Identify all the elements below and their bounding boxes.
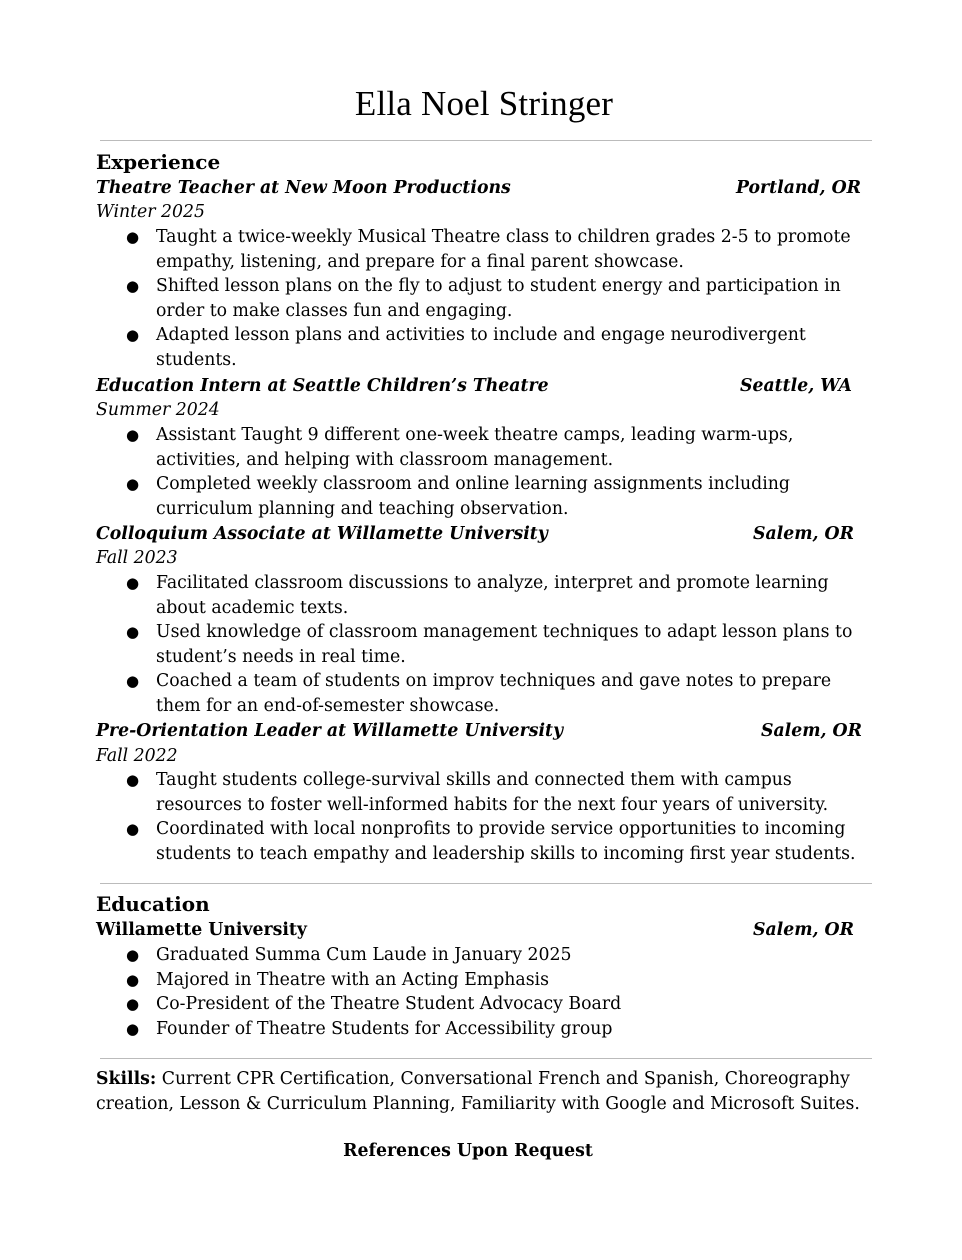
bullet-icon: ● xyxy=(126,574,140,592)
bullet-icon: ● xyxy=(126,623,140,642)
bullet-text: Co-President of the Theatre Student Advocacy Board xyxy=(156,994,622,1015)
bullet-text: Coached a team of students on improv techniques and gave notes to prepare them for an end-of-semester showcase. xyxy=(156,671,832,716)
job-date: Fall 2022 xyxy=(96,746,178,766)
job-title: Theatre Teacher at New Moon Productions xyxy=(96,178,511,198)
bullet-text: Used knowledge of classroom management techniques to adapt lesson plans to student’s needs in real time. xyxy=(156,622,853,667)
bullet-text: Taught a twice-weekly Musical Theatre class to children grades 2-5 to promote empathy, listening, and prepare for a final parent showcase. xyxy=(156,227,851,272)
bullet-text: Founder of Theatre Students for Accessibility group xyxy=(156,1018,613,1039)
job-title: Education Intern at Seattle Children’s Theatre xyxy=(96,376,549,396)
bullet-icon: ● xyxy=(126,326,140,345)
job-date: Fall 2023 xyxy=(96,548,178,568)
divider xyxy=(100,140,872,141)
bullet-text: Coordinated with local nonprofits to provide service opportunities to incoming students to teach empathy and leadership skills to incoming first year students. xyxy=(156,819,856,864)
job-location: Salem, OR xyxy=(761,721,862,741)
job-bullets xyxy=(96,423,872,521)
divider xyxy=(100,883,872,884)
resume-name: Ella Noel Stringer xyxy=(354,84,614,123)
bullet-text: Graduated Summa Cum Laude in January 2025 xyxy=(156,945,572,965)
bullet-icon: ● xyxy=(126,228,140,246)
list-item xyxy=(96,620,872,669)
list-item xyxy=(96,472,872,521)
bullet-text: Taught students college-survival skills and connected them with campus resources to foster well-informed habits for the next four years of university. xyxy=(156,770,829,815)
job-location: Salem, OR xyxy=(753,524,854,544)
bullet-text: Adapted lesson plans and activities to include and engage neurodivergent students. xyxy=(156,325,806,370)
job-location: Portland, OR xyxy=(736,178,862,198)
bullet-icon: ● xyxy=(126,426,140,444)
job-bullets xyxy=(96,768,872,866)
skills-section xyxy=(96,1067,876,1117)
job-location: Seattle, WA xyxy=(740,376,852,396)
list-item xyxy=(96,992,872,1017)
bullet-icon: ● xyxy=(126,946,140,964)
list-item xyxy=(96,669,872,718)
divider xyxy=(100,1058,872,1059)
bullet-text: Majored in Theatre with an Acting Emphasis xyxy=(156,969,549,990)
school-name: Willamette University xyxy=(96,920,307,940)
school-location: Salem, OR xyxy=(753,920,854,940)
job-date: Winter 2025 xyxy=(96,202,206,222)
bullet-icon: ● xyxy=(126,475,140,494)
bullet-text: Completed weekly classroom and online learning assignments including curriculum planning and teaching observation. xyxy=(156,474,790,519)
education-heading: Education xyxy=(96,892,210,916)
list-item xyxy=(96,817,872,866)
job-title: Colloquium Associate at Willamette University xyxy=(96,524,548,544)
bullet-icon: ● xyxy=(126,277,140,296)
bullet-text: Assistant Taught 9 different one-week theatre camps, leading warm-ups, activities, and helping with classroom management. xyxy=(156,425,794,470)
job-bullets xyxy=(96,571,872,719)
list-item xyxy=(96,968,872,993)
references-note: References Upon Request xyxy=(343,1141,593,1161)
job-date: Summer 2024 xyxy=(96,400,220,420)
bullet-icon: ● xyxy=(126,771,140,789)
skills-label: Skills: xyxy=(96,1069,157,1089)
bullet-text: Facilitated classroom discussions to analyze, interpret and promote learning about academic texts. xyxy=(156,573,829,618)
bullet-icon: ● xyxy=(126,970,140,989)
education-bullets xyxy=(96,943,872,1041)
list-item xyxy=(96,323,872,372)
list-item xyxy=(96,943,872,968)
list-item xyxy=(96,768,872,817)
bullet-icon: ● xyxy=(126,995,140,1014)
bullet-icon: ● xyxy=(126,1019,140,1038)
bullet-icon: ● xyxy=(126,672,140,691)
job-title: Pre-Orientation Leader at Willamette University xyxy=(96,721,564,741)
list-item xyxy=(96,274,872,323)
list-item xyxy=(96,225,872,274)
bullet-icon: ● xyxy=(126,820,140,839)
list-item xyxy=(96,1017,872,1042)
job-bullets xyxy=(96,225,872,373)
list-item xyxy=(96,571,872,620)
bullet-text: Shifted lesson plans on the fly to adjust to student energy and participation in order to make classes fun and engaging. xyxy=(156,276,841,321)
list-item xyxy=(96,423,872,472)
skills-text: Current CPR Certification, Conversational French and Spanish, Choreography creation, Lesson & Curriculum Planning, Familiarity with Google and Microsoft Suites. xyxy=(96,1069,860,1114)
experience-heading: Experience xyxy=(96,150,221,174)
